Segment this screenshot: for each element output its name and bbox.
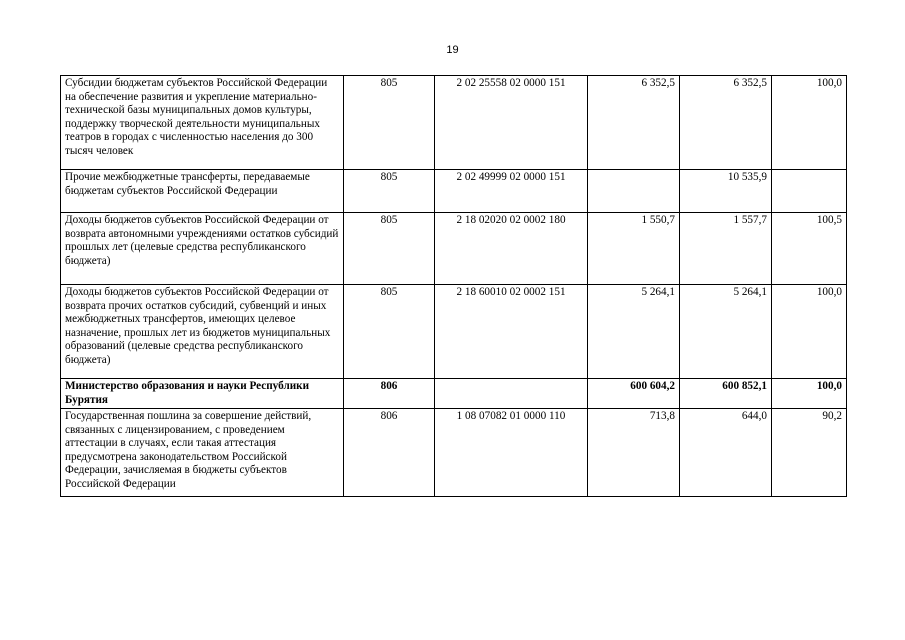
row-plan-value: 713,8 [588, 409, 680, 497]
table-row [61, 170, 847, 213]
row-actual-value: 1 557,7 [680, 213, 772, 285]
row-admin-code: 806 [344, 379, 435, 409]
row-plan-value: 5 264,1 [588, 285, 680, 379]
row-kbk-code: 1 08 07082 01 0000 110 [435, 409, 588, 497]
row-actual-value: 6 352,5 [680, 76, 772, 170]
row-plan-value [588, 170, 680, 213]
row-plan-value: 6 352,5 [588, 76, 680, 170]
row-kbk-code: 2 02 25558 02 0000 151 [435, 76, 588, 170]
table-row-ministry-total [61, 379, 847, 409]
row-percent-value: 100,5 [772, 213, 847, 285]
row-percent-value: 100,0 [772, 285, 847, 379]
revenue-table [60, 75, 847, 497]
row-percent-value: 100,0 [772, 76, 847, 170]
row-actual-value: 5 264,1 [680, 285, 772, 379]
table-row [61, 76, 847, 170]
row-kbk-code: 2 18 02020 02 0002 180 [435, 213, 588, 285]
row-admin-code: 805 [344, 285, 435, 379]
row-actual-value: 644,0 [680, 409, 772, 497]
row-description: Доходы бюджетов субъектов Российской Федерации от возврата прочих остатков субсидий, субвенций и иных межбюджетных трансфертов, имеющих целевое назначение, прошлых лет из бюджетов муниципальных образований (целевые средства республиканского бюджета) [61, 285, 344, 379]
row-kbk-code [435, 379, 588, 409]
row-actual-value: 10 535,9 [680, 170, 772, 213]
page-number: 19 [446, 44, 459, 56]
row-description: Министерство образования и науки Республики Бурятия [61, 379, 344, 409]
table-row [61, 409, 847, 497]
row-kbk-code: 2 02 49999 02 0000 151 [435, 170, 588, 213]
row-plan-value: 600 604,2 [588, 379, 680, 409]
row-plan-value: 1 550,7 [588, 213, 680, 285]
row-kbk-code: 2 18 60010 02 0002 151 [435, 285, 588, 379]
row-admin-code: 805 [344, 76, 435, 170]
row-admin-code: 805 [344, 170, 435, 213]
table-row [61, 285, 847, 379]
row-description: Государственная пошлина за совершение действий, связанных с лицензированием, с проведением аттестации в случаях, если такая аттестация предусмотрена законодательством Российской Федерации, зачисляемая в бюджеты субъектов Российской Федерации [61, 409, 344, 497]
row-admin-code: 806 [344, 409, 435, 497]
row-description: Доходы бюджетов субъектов Российской Федерации от возврата автономными учреждениями остатков субсидий прошлых лет (целевые средства республиканского бюджета) [61, 213, 344, 285]
table-row [61, 213, 847, 285]
row-description: Субсидии бюджетам субъектов Российской Федерации на обеспечение развития и укрепление материально-технической базы муниципальных домов культуры, поддержку творческой деятельности муниципальных театров в городах с численностью населения до 300 тысяч человек [61, 76, 344, 170]
row-actual-value: 600 852,1 [680, 379, 772, 409]
row-admin-code: 805 [344, 213, 435, 285]
row-percent-value: 90,2 [772, 409, 847, 497]
row-percent-value [772, 170, 847, 213]
row-description: Прочие межбюджетные трансферты, передаваемые бюджетам субъектов Российской Федерации [61, 170, 344, 213]
row-percent-value: 100,0 [772, 379, 847, 409]
